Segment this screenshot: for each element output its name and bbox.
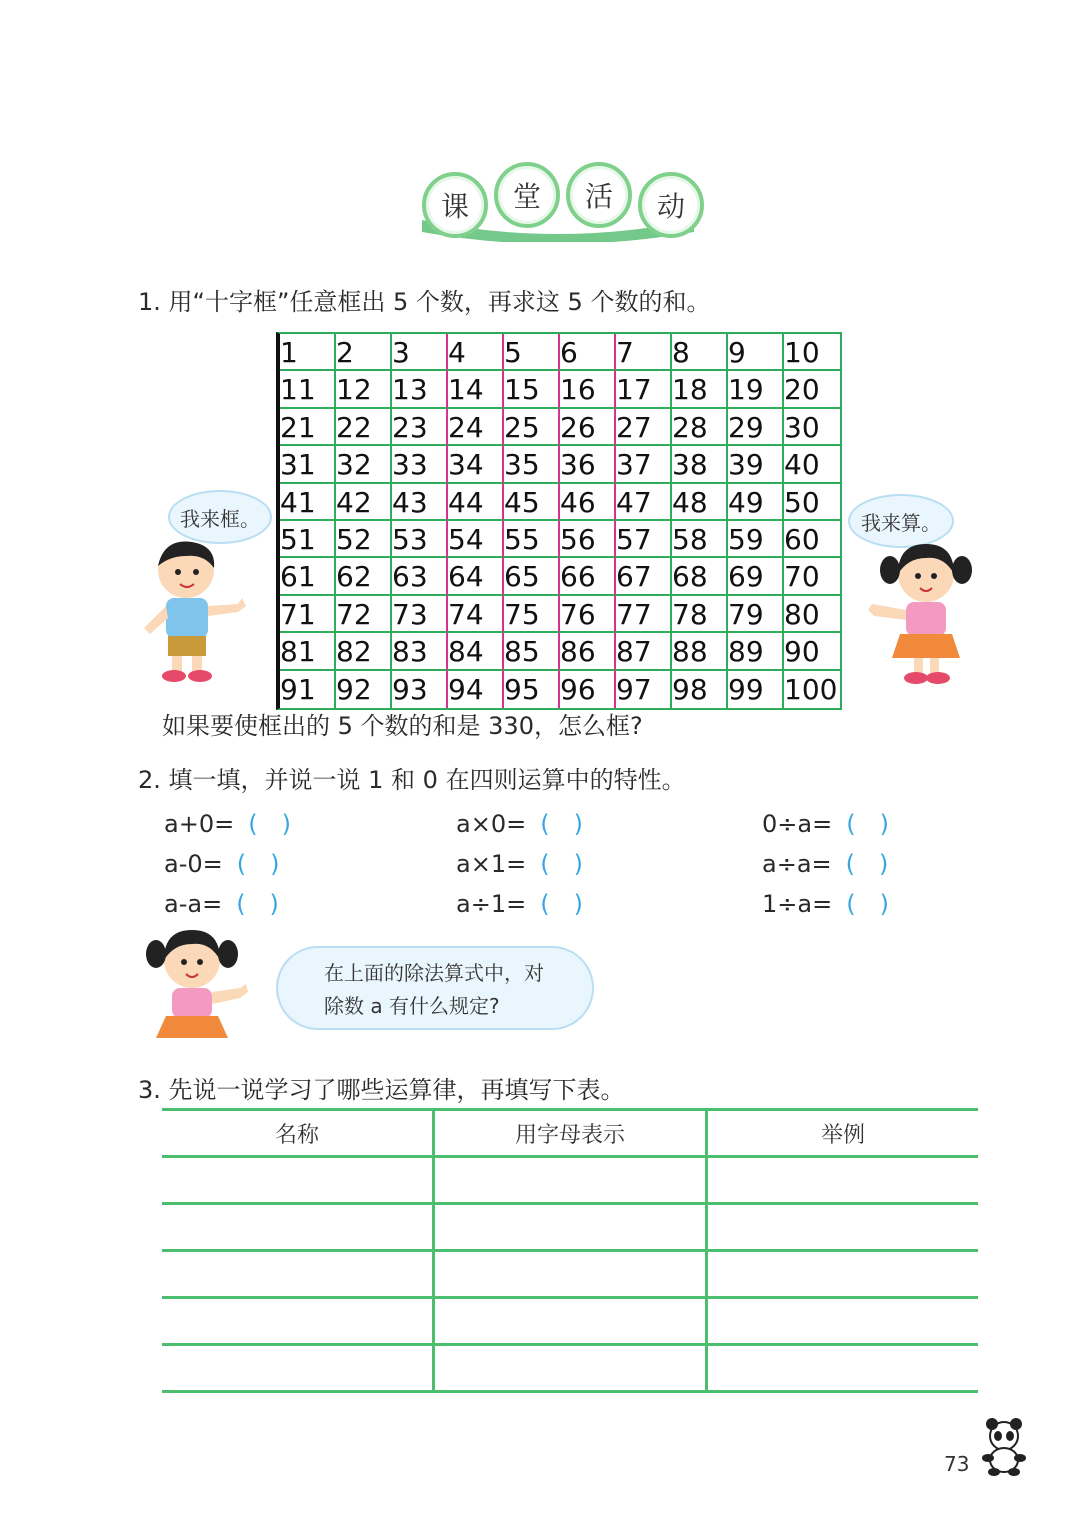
- answer-blank[interactable]: ( ): [236, 890, 279, 918]
- answer-blank[interactable]: ( ): [540, 850, 583, 878]
- grid-cell: 95: [504, 671, 560, 708]
- grid-cell: 45: [504, 484, 560, 521]
- equation-item: [456, 844, 583, 879]
- equation-item: [762, 844, 888, 879]
- grid-cell: 60: [784, 521, 840, 558]
- activity-banner: [412, 158, 702, 242]
- grid-cell: 48: [672, 484, 728, 521]
- grid-cell: 72: [336, 596, 392, 633]
- grid-cell: 10: [784, 334, 840, 371]
- grid-cell: 59: [728, 521, 784, 558]
- grid-cell: 4: [448, 334, 504, 371]
- grid-cell: 50: [784, 484, 840, 521]
- grid-cell: 44: [448, 484, 504, 521]
- grid-cell: 17: [616, 371, 672, 408]
- grid-cell: 94: [448, 671, 504, 708]
- table-cell[interactable]: [162, 1299, 435, 1343]
- grid-cell: 58: [672, 521, 728, 558]
- grid-cell: 36: [560, 446, 616, 483]
- grid-cell: 52: [336, 521, 392, 558]
- grid-cell: 6: [560, 334, 616, 371]
- equation-text: a×0=: [456, 810, 527, 838]
- grid-cell: 29: [728, 409, 784, 446]
- equation-text: a×1=: [456, 850, 527, 878]
- boy-speech-text: 我来框。: [180, 506, 260, 531]
- girl-illustration-icon: [864, 540, 980, 690]
- header-letter-form: 用字母表示: [435, 1111, 708, 1155]
- grid-cell: 3: [392, 334, 448, 371]
- grid-cell: 64: [448, 558, 504, 595]
- grid-cell: 80: [784, 596, 840, 633]
- grid-cell: 54: [448, 521, 504, 558]
- grid-cell: 87: [616, 633, 672, 670]
- question-3-text: 3. 先说一说学习了哪些运算律，再填写下表。: [138, 1076, 625, 1104]
- grid-cell: 84: [448, 633, 504, 670]
- answer-blank[interactable]: ( ): [540, 810, 583, 838]
- grid-cell: 47: [616, 484, 672, 521]
- operation-laws-table: [162, 1108, 978, 1393]
- panda-icon: [978, 1418, 1030, 1478]
- grid-cell: 73: [392, 596, 448, 633]
- grid-cell: 35: [504, 446, 560, 483]
- table-cell[interactable]: [708, 1346, 978, 1390]
- grid-cell: 39: [728, 446, 784, 483]
- answer-blank[interactable]: ( ): [846, 810, 889, 838]
- grid-cell: 61: [280, 558, 336, 595]
- grid-cell: 77: [616, 596, 672, 633]
- grid-cell: 23: [392, 409, 448, 446]
- grid-cell: 49: [728, 484, 784, 521]
- grid-cell: 27: [616, 409, 672, 446]
- grid-cell: 37: [616, 446, 672, 483]
- table-cell[interactable]: [708, 1158, 978, 1202]
- table-cell[interactable]: [435, 1299, 708, 1343]
- page-number: 73: [944, 1452, 970, 1476]
- grid-cell: 38: [672, 446, 728, 483]
- equation-text: a-0=: [164, 850, 223, 878]
- grid-cell: 68: [672, 558, 728, 595]
- grid-cell: 53: [392, 521, 448, 558]
- grid-cell: 70: [784, 558, 840, 595]
- grid-cell: 19: [728, 371, 784, 408]
- grid-cell: 51: [280, 521, 336, 558]
- grid-cell: 100: [784, 672, 838, 706]
- table-cell[interactable]: [162, 1205, 435, 1249]
- table-bottom-rule: [162, 1390, 978, 1393]
- grid-cell: 99: [728, 671, 784, 708]
- grid-cell: 75: [504, 596, 560, 633]
- banner-char-4: 动: [638, 172, 704, 238]
- grid-cell: 12: [336, 371, 392, 408]
- table-row: [162, 1155, 978, 1202]
- equation-item: [164, 804, 291, 839]
- table-cell[interactable]: [162, 1158, 435, 1202]
- grid-cell: 79: [728, 596, 784, 633]
- answer-blank[interactable]: ( ): [248, 810, 291, 838]
- grid-cell: 30: [784, 409, 840, 446]
- girl-speech-text: 我来算。: [861, 510, 941, 535]
- grid-cell: 67: [616, 558, 672, 595]
- grid-cell: 62: [336, 558, 392, 595]
- grid-cell: 8: [672, 334, 728, 371]
- table-cell[interactable]: [708, 1252, 978, 1296]
- girl-thinking-illustration-icon: [136, 926, 252, 1046]
- grid-cell: 16: [560, 371, 616, 408]
- banner-char-3: 活: [566, 162, 632, 228]
- grid-cell: 14: [448, 371, 504, 408]
- grid-cell: 33: [392, 446, 448, 483]
- grid-cell: 86: [560, 633, 616, 670]
- grid-cell: 31: [280, 446, 336, 483]
- table-cell[interactable]: [708, 1299, 978, 1343]
- grid-cell: 15: [504, 371, 560, 408]
- header-name: 名称: [162, 1111, 435, 1155]
- grid-cell: 24: [448, 409, 504, 446]
- grid-cell: 46: [560, 484, 616, 521]
- equation-item: [456, 804, 583, 839]
- grid-cell: 22: [336, 409, 392, 446]
- grid-cell: 21: [280, 409, 336, 446]
- grid-cell: 66: [560, 558, 616, 595]
- table-cell[interactable]: [435, 1158, 708, 1202]
- grid-cell: 97: [616, 671, 672, 708]
- answer-blank[interactable]: ( ): [846, 890, 889, 918]
- equation-item: [762, 884, 889, 919]
- question-1-followup: 如果要使框出的 5 个数的和是 330，怎么框?: [162, 712, 643, 740]
- grid-cell: 11: [280, 371, 336, 408]
- grid-cell: 5: [504, 334, 560, 371]
- grid-cell: 18: [672, 371, 728, 408]
- grid-cell: 41: [280, 484, 336, 521]
- equation-item: [164, 884, 279, 919]
- boy-illustration-icon: [134, 536, 250, 686]
- equation-text: a÷1=: [456, 890, 527, 918]
- grid-cell: 57: [616, 521, 672, 558]
- grid-cell: 63: [392, 558, 448, 595]
- grid-cell: 32: [336, 446, 392, 483]
- table-row: [162, 1249, 978, 1296]
- equation-text: 0÷a=: [762, 810, 833, 838]
- banner-char-1: 课: [422, 172, 488, 238]
- table-cell[interactable]: [708, 1205, 978, 1249]
- grid-cell: 74: [448, 596, 504, 633]
- grid-cell: 34: [448, 446, 504, 483]
- grid-cell: 28: [672, 409, 728, 446]
- grid-cell: 9: [728, 334, 784, 371]
- grid-cell: 85: [504, 633, 560, 670]
- grid-cell: 89: [728, 633, 784, 670]
- equation-text: a-a=: [164, 890, 223, 918]
- grid-cell: 1: [280, 334, 336, 371]
- grid-cell: 91: [280, 671, 336, 708]
- grid-cell: 88: [672, 633, 728, 670]
- table-row: [162, 1202, 978, 1249]
- grid-cell: 13: [392, 371, 448, 408]
- answer-blank[interactable]: ( ): [540, 890, 583, 918]
- table-cell[interactable]: [435, 1252, 708, 1296]
- question-2-text: 2. 填一填，并说一说 1 和 0 在四则运算中的特性。: [138, 766, 686, 794]
- grid-cell: 81: [280, 633, 336, 670]
- grid-cell: 26: [560, 409, 616, 446]
- grid-cell: 92: [336, 671, 392, 708]
- table-row: [162, 1343, 978, 1390]
- grid-cell: 71: [280, 596, 336, 633]
- grid-cell: 78: [672, 596, 728, 633]
- table-cell[interactable]: [435, 1205, 708, 1249]
- answer-blank[interactable]: ( ): [236, 850, 280, 878]
- grid-cell: 96: [560, 671, 616, 708]
- question-1-text: 1. 用“十字框”任意框出 5 个数，再求这 5 个数的和。: [138, 288, 711, 316]
- table-cell[interactable]: [435, 1346, 708, 1390]
- hundred-grid: [276, 332, 842, 710]
- equation-item: [456, 884, 583, 919]
- equation-text: a÷a=: [762, 850, 832, 878]
- equation-text: 1÷a=: [762, 890, 833, 918]
- grid-cell: 43: [392, 484, 448, 521]
- grid-cell: 20: [784, 371, 840, 408]
- equation-text: a+0=: [164, 810, 235, 838]
- grid-cell: 82: [336, 633, 392, 670]
- header-example: 举例: [820, 1122, 865, 1148]
- table-row: [162, 1296, 978, 1343]
- grid-cell: 42: [336, 484, 392, 521]
- grid-cell: 93: [392, 671, 448, 708]
- table-header-row: [162, 1108, 978, 1155]
- grid-cell: 76: [560, 596, 616, 633]
- grid-cell: 56: [560, 521, 616, 558]
- grid-cell: 98: [672, 671, 728, 708]
- table-cell[interactable]: [162, 1252, 435, 1296]
- table-cell[interactable]: [162, 1346, 435, 1390]
- bubble-line-1: 在上面的除法算式中，对: [324, 961, 544, 985]
- grid-cell: 55: [504, 521, 560, 558]
- bubble-line-2: 除数 a 有什么规定?: [324, 994, 500, 1018]
- grid-cell: 83: [392, 633, 448, 670]
- grid-cell: 69: [728, 558, 784, 595]
- grid-cell: 40: [784, 446, 840, 483]
- grid-cell: 65: [504, 558, 560, 595]
- division-rule-bubble: [276, 946, 594, 1030]
- grid-cell: 2: [336, 334, 392, 371]
- equation-item: [164, 844, 279, 879]
- equation-item: [762, 804, 889, 839]
- banner-char-2: 堂: [494, 162, 560, 228]
- grid-cell: 90: [784, 633, 840, 670]
- answer-blank[interactable]: ( ): [845, 850, 889, 878]
- grid-cell: 25: [504, 409, 560, 446]
- grid-cell: 7: [616, 334, 672, 371]
